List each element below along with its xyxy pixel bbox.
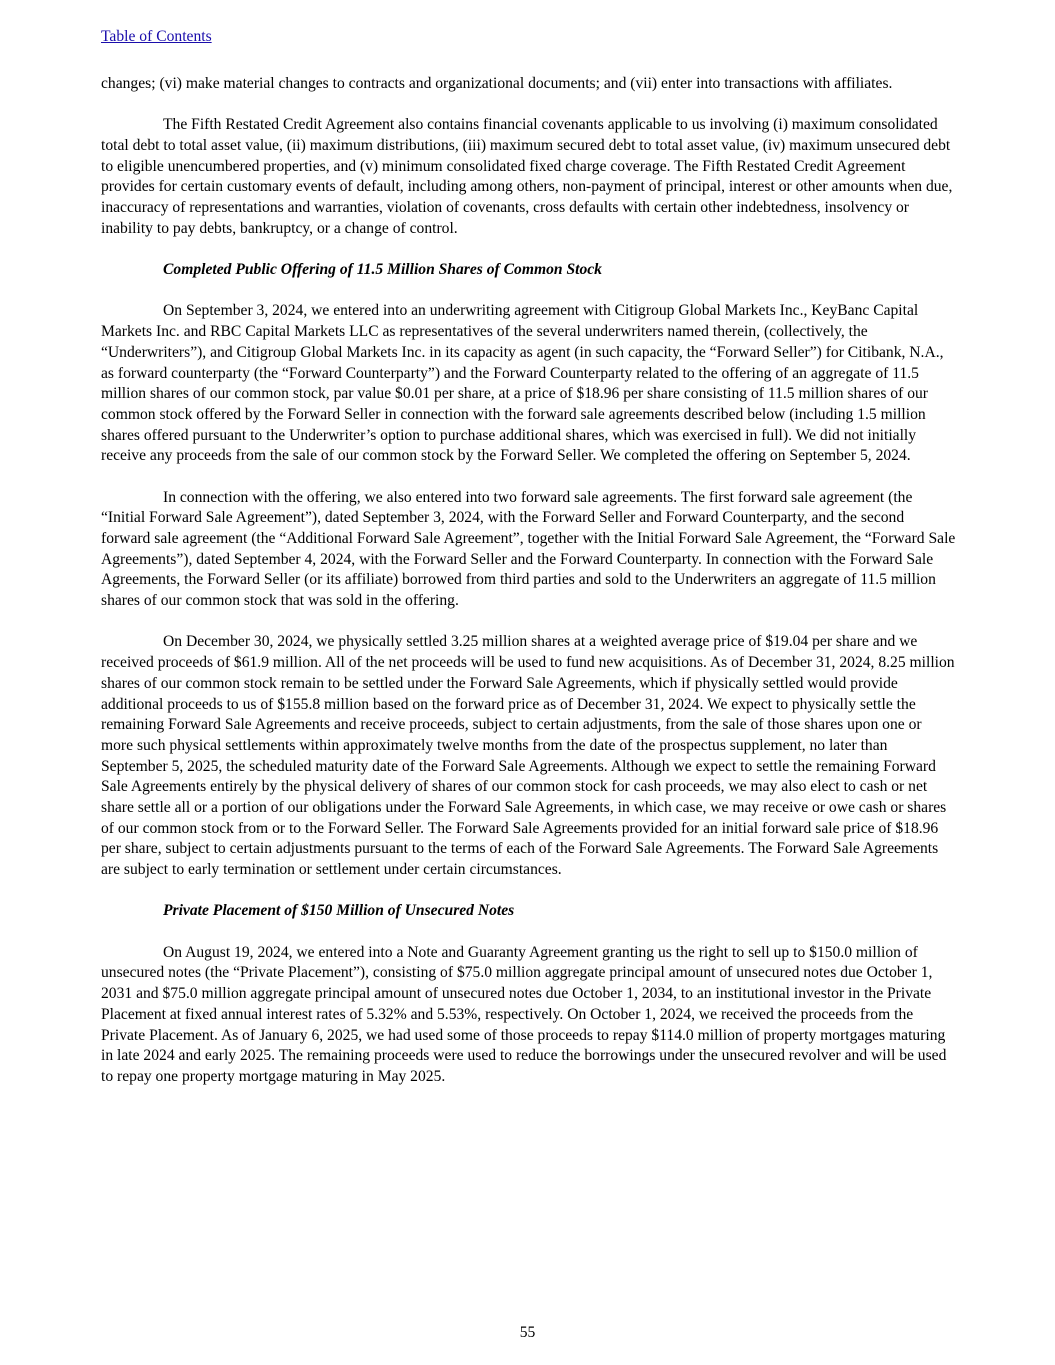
paragraph-forward-sale-agreements: In connection with the offering, we also entered into two forward sale agreements. The first forward sale agreement (the “Initial Forward Sale Agreement”), dated September 3, 2024, with the Forward Seller and Forward Counterparty, and the second forward sale agreement (the “Additional Forward Sale Agreement”, together with the Initial Forward Sale Agreement, the “Forward Sale Agreements”), dated September 4, 2024, with the Forward Seller and the Forward Counterparty. In connection with the Forward Sale Agreements, the Forward Seller (or its affiliate) borrowed from third parties and sold to the Underwriters an aggregate of 11.5 million shares of our common stock that was sold in the offering. [101,488,956,610]
paragraph-underwriting-agreement: On September 3, 2024, we entered into an underwriting agreement with Citigroup Global Markets Inc., KeyBanc Capital Markets Inc. and RBC Capital Markets LLC as representatives of the several underwriters named therein, (collectively, the “Underwriters”), and Citigroup Global Markets Inc. in its capacity as agent (in such capacity, the “Forward Seller”) for Citibank, N.A., as forward counterparty (the “Forward Counterparty”) and the Forward Counterparty related to the offering of an aggregate of 11.5 million shares of our common stock, par value $0.01 per share, at a price of $18.96 per share consisting of 11.5 million shares of our common stock offered by the Forward Seller in connection with the forward sale agreements described below (including 1.5 million shares offered pursuant to the Underwriter’s option to purchase additional shares, which was exercised in full). We did not initially receive any proceeds from the sale of our common stock by the Forward Seller. We completed the offering on September 5, 2024. [101,302,944,465]
paragraph-covenants-continued: changes; (vi) make material changes to contracts and organizational documents; and (vii) enter into transactions with affiliates. [101,75,893,92]
table-of-contents-link[interactable]: Table of Contents [101,28,212,45]
paragraph-note-guaranty-agreement: On August 19, 2024, we entered into a Note and Guaranty Agreement granting us the right to sell up to $150.0 million of unsecured notes (the “Private Placement”), consisting of $75.0 million aggregate principal amount of unsecured notes due October 1, 2031 and $75.0 million aggregate principal amount of unsecured notes due October 1, 2034, to an institutional investor in the Private Placement at fixed annual interest rates of 5.32% and 5.53%, respectively. On October 1, 2024, we received the proceeds from the Private Placement. As of January 6, 2025, we had used some of those proceeds to repay $114.0 million of property mortgages maturing in late 2024 and early 2025. The remaining proceeds were used to reduce the borrowings under the unsecured revolver and will be used to repay one property mortgage maturing in May 2025. [101,943,947,1085]
section-heading-private-placement: Private Placement of $150 Million of Unsecured Notes [163,902,515,920]
document-body [101,74,956,1108]
page-number: 55 [519,1324,536,1341]
paragraph-financial-covenants: The Fifth Restated Credit Agreement also contains financial covenants applicable to us involving (i) maximum consolidated total debt to total asset value, (ii) maximum distributions, (iii) maximum secured debt to total asset value, (iv) maximum unsecured debt to eligible unencumbered properties, and (v) minimum consolidated fixed charge coverage. The Fifth Restated Credit Agreement provides for certain customary events of default, including among others, non-payment of principal, interest or other amounts when due, inaccuracy of representations and warranties, violation of covenants, cross defaults with certain other indebtedness, insolvency or inability to pay debts, bankruptcy, or a change of control. [101,116,953,237]
paragraph-physical-settlement: On December 30, 2024, we physically settled 3.25 million shares at a weighted average price of $19.04 per share and we received proceeds of $61.9 million. All of the net proceeds will be used to fund new acquisitions. As of December 31, 2024, 8.25 million shares of our common stock remain to be settled under the Forward Sale Agreements, which if physically settled would provide additional proceeds to us of $155.8 million based on the forward price as of December 31, 2024. We expect to physically settle the remaining Forward Sale Agreements and receive proceeds, subject to certain adjustments, from the sale of those shares upon one or more such physical settlements within approximately twelve months from the date of the prospectus supplement, no later than September 5, 2025, the scheduled maturity date of the Forward Sale Agreements. Although we expect to settle the remaining Forward Sale Agreements entirely by the physical delivery of shares of our common stock for cash proceeds, we may also elect to cash or net share settle all or a portion of our obligations under the Forward Sale Agreements, in which case, we may receive or owe cash or shares of our common stock from or to the Forward Seller. The Forward Sale Agreements provided for an initial forward sale price of $18.96 per share, subject to certain adjustments pursuant to the terms of each of the Forward Sale Agreements. The Forward Sale Agreements are subject to early termination or settlement under certain circumstances. [101,633,955,879]
section-heading-public-offering: Completed Public Offering of 11.5 Million Shares of Common Stock [163,261,602,279]
